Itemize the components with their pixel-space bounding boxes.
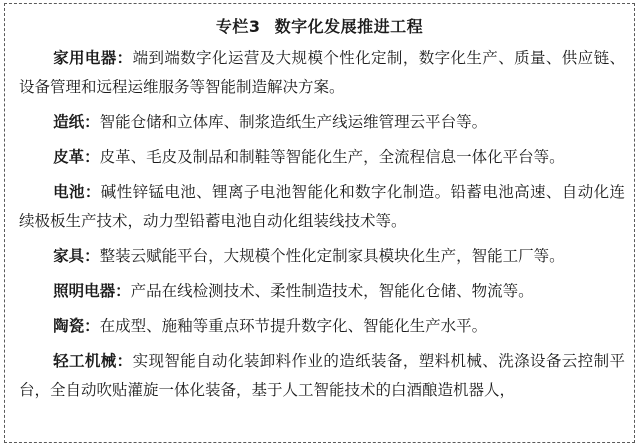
feature-box [4,3,635,443]
entry-text: 整装云赋能平台，大规模个性化定制家具模块化生产，智能工厂等。 [99,247,565,265]
entry-text: 碱性锌锰电池、锂离子电池智能化和数字化制造。铅蓄电池高速、自动化连续极板生产技术，动力型铅蓄电池自动化组装线技术等。 [19,183,625,230]
entry-text: 在成型、施釉等重点环节提升数字化、智能化生产水平。 [99,317,488,335]
entry-term: 轻工机械： [53,352,133,370]
entry-text: 端到端数字化运营及大规模个性化定制，数字化生产、质量、供应链、设备管理和远程运维服务等智能制造解决方案。 [19,49,625,96]
box-title [5,14,634,37]
entry-term: 照明电器： [53,282,131,300]
entry-text: 智能仓储和立体库、制浆造纸生产线运维管理云平台等。 [99,113,488,131]
entry-ceramics [19,312,625,341]
entry-text: 产品在线检测技术、柔性制造技术，智能化仓储、物流等。 [130,282,534,300]
entry-furniture [19,242,625,271]
entry-term: 家用电器： [53,49,133,67]
entry-term: 皮革： [53,148,100,166]
box-heading: 数字化发展推进工程 [274,17,424,36]
entry-papermaking [19,108,625,137]
entry-text: 皮革、毛皮及制品和制鞋等智能化生产，全流程信息一体化平台等。 [99,148,565,166]
entry-text: 实现智能自动化装卸料作业的造纸装备，塑料机械、洗涤设备云控制平台，全自动吹贴灌旋一体化装备，基于人工智能技术的白酒酿造机器人， [19,352,625,399]
box-label: 专栏3 [215,17,261,36]
entry-home-appliances [19,44,625,102]
entry-list [19,44,625,411]
entry-light-industry-machinery [19,347,625,405]
entry-term: 陶瓷： [53,317,100,335]
entry-lighting [19,277,625,306]
entry-term: 电池： [53,183,101,201]
entry-batteries [19,178,625,236]
entry-leather [19,143,625,172]
entry-term: 造纸： [53,113,100,131]
entry-term: 家具： [53,247,100,265]
